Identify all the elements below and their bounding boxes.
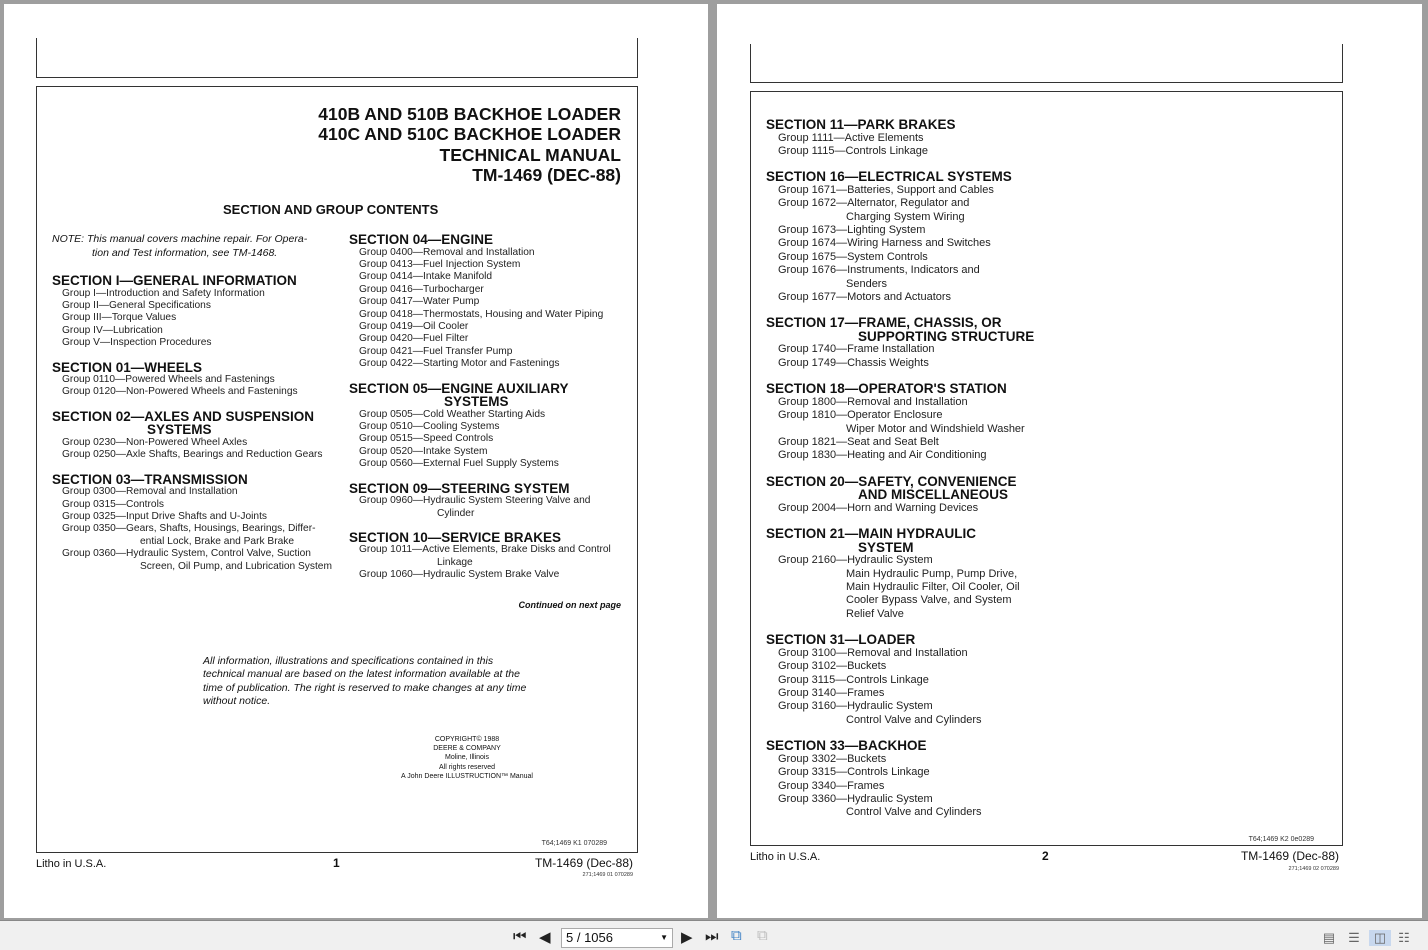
- title-line: 410B AND 510B BACKHOE LOADER: [318, 104, 621, 124]
- group-item: [766, 793, 1066, 820]
- title-line: 410C AND 510C BACKHOE LOADER: [318, 124, 621, 145]
- group-text: Group 0414—Intake Manifold: [359, 271, 493, 283]
- group-item: [766, 780, 1066, 793]
- single-page-view-icon[interactable]: ▤: [1322, 930, 1336, 945]
- group-item: [766, 224, 1066, 237]
- group-item: [349, 271, 624, 283]
- group-item: [766, 674, 1066, 687]
- group-text: Group 3100—Removal and Installation: [778, 646, 968, 659]
- pdf-page-1: [4, 4, 708, 918]
- previous-view-icon[interactable]: ⧉: [731, 927, 742, 944]
- footer-code: 271;1469 02 070289: [1288, 866, 1339, 872]
- section-heading-line: SUPPORTING STRUCTURE: [858, 328, 1035, 344]
- copyright-line: A John Deere ILLUSTRUCTION™ Manual: [401, 772, 533, 780]
- group-item: [766, 343, 1066, 356]
- section-heading-line: SECTION 31—LOADER: [766, 632, 916, 648]
- group-item: [766, 660, 1066, 673]
- group-text: Group 1749—Chassis Weights: [778, 356, 929, 369]
- group-text: Group 2160—Hydraulic System: [778, 554, 933, 567]
- section-heading: [766, 527, 1066, 554]
- copyright-line: DEERE & COMPANY: [433, 745, 501, 753]
- group-item: [52, 374, 337, 386]
- group-text: Group 1800—Removal and Installation: [778, 395, 968, 408]
- group-text: Group 0960—Hydraulic System Steering Valve and: [359, 495, 591, 507]
- group-text: Screen, Oil Pump, and Lubrication System: [140, 560, 332, 572]
- group-text: Group 3102—Buckets: [778, 660, 887, 673]
- section-heading-line: SECTION 01—WHEELS: [52, 359, 203, 375]
- page-number-field[interactable]: [561, 928, 673, 948]
- group-item: [766, 251, 1066, 264]
- group-text: Group II—General Specifications: [62, 299, 211, 311]
- group-item: [349, 247, 624, 259]
- section-heading: [349, 482, 624, 496]
- group-item: [766, 357, 1066, 370]
- previous-page-icon[interactable]: ◀: [539, 929, 551, 946]
- footer-code: 271;1469 01 070289: [582, 872, 633, 878]
- group-item: [52, 548, 337, 573]
- chevron-down-icon[interactable]: ▼: [660, 933, 668, 942]
- group-text: Group 3340—Frames: [778, 779, 885, 792]
- group-item: [766, 502, 1066, 515]
- section-heading-line: SECTION 03—TRANSMISSION: [52, 471, 248, 487]
- group-item: [349, 495, 624, 520]
- section-heading-line: SYSTEMS: [444, 394, 509, 410]
- footer-right: TM-1469 (Dec-88): [534, 856, 633, 870]
- group-item: [766, 449, 1066, 462]
- disclaimer-line: technical manual are based on the latest information available at the: [203, 668, 520, 681]
- group-text: Group 0515—Speed Controls: [359, 433, 494, 445]
- group-item: [766, 409, 1066, 436]
- group-text: Group 3302—Buckets: [778, 752, 887, 765]
- group-text: Group III—Torque Values: [62, 312, 177, 324]
- group-text: Group 0510—Cooling Systems: [359, 420, 500, 432]
- footer-right: TM-1469 (Dec-88): [1240, 849, 1339, 863]
- group-text: Linkage: [437, 556, 473, 568]
- section-heading-line: SECTION I—GENERAL INFORMATION: [52, 273, 297, 288]
- group-text: Group 1677—Motors and Actuators: [778, 291, 952, 304]
- copyright: [397, 735, 537, 781]
- page-field-value: 5 / 1056: [566, 930, 613, 945]
- group-item: [349, 259, 624, 271]
- section-heading-line: SECTION 16—ELECTRICAL SYSTEMS: [766, 169, 1012, 185]
- group-text: Group 0421—Fuel Transfer Pump: [359, 345, 513, 357]
- group-text: Group 0350—Gears, Shafts, Housings, Bearings, Differ-: [62, 523, 316, 535]
- group-item: [766, 291, 1066, 304]
- note-line: NOTE: This manual covers machine repair. For Opera-: [52, 233, 308, 245]
- group-text: Group 1672—Alternator, Regulator and: [778, 197, 970, 210]
- section-heading: [52, 361, 337, 375]
- group-text: ential Lock, Brake and Park Brake: [140, 535, 295, 547]
- group-item: [766, 753, 1066, 766]
- disclaimer-line: without notice.: [203, 694, 271, 707]
- group-text: Group 1830—Heating and Air Conditioning: [778, 449, 987, 462]
- group-text: Group 0325—Input Drive Shafts and U-Joints: [62, 510, 267, 522]
- group-item: [766, 647, 1066, 660]
- group-text: Group 0560—External Fuel Supply Systems: [359, 458, 559, 470]
- group-item: [766, 687, 1066, 700]
- group-item: [52, 288, 337, 300]
- group-text: Group 1671—Batteries, Support and Cables: [778, 183, 994, 196]
- group-text: Group 0416—Turbocharger: [359, 283, 484, 295]
- contents-heading: SECTION AND GROUP CONTENTS: [223, 202, 439, 217]
- group-text: Group I—Introduction and Safety Information: [62, 287, 265, 299]
- group-item: [349, 569, 624, 581]
- group-text: Group 1011—Active Elements, Brake Disks and Control: [359, 544, 611, 556]
- section-heading-line: SECTION 33—BACKHOE: [766, 738, 927, 754]
- group-item: [766, 396, 1066, 409]
- header-frame: [750, 44, 1343, 83]
- group-text: Group 0505—Cold Weather Starting Aids: [359, 408, 546, 420]
- group-item: [52, 523, 337, 548]
- note: [52, 233, 307, 260]
- group-item: [349, 333, 624, 345]
- group-text: Cylinder: [437, 507, 475, 519]
- section-heading-line: SECTION 10—SERVICE BRAKES: [349, 529, 562, 545]
- group-text: Main Hydraulic Pump, Pump Drive,: [846, 567, 1018, 580]
- section-heading: [766, 170, 1066, 184]
- group-item: [766, 264, 1066, 291]
- group-item: [766, 237, 1066, 250]
- group-text: Group 0360—Hydraulic System, Control Valve, Suction: [62, 548, 311, 560]
- group-item: [766, 145, 1066, 158]
- disclaimer-line: All information, illustrations and specifications contained in this: [203, 655, 494, 667]
- section-heading-line: SECTION 09—STEERING SYSTEM: [349, 480, 570, 496]
- group-text: Group 3140—Frames: [778, 686, 885, 699]
- group-text: Group IV—Lubrication: [62, 324, 163, 336]
- two-page-view-icon[interactable]: ◫: [1369, 930, 1391, 946]
- section-heading: [349, 382, 624, 409]
- group-text: Group 3360—Hydraulic System: [778, 792, 933, 805]
- group-text: Group 0400—Removal and Installation: [359, 246, 535, 258]
- group-text: Charging System Wiring: [846, 210, 965, 223]
- group-item: [52, 300, 337, 312]
- group-text: Group 3115—Controls Linkage: [778, 673, 929, 686]
- page-number: 1: [333, 856, 340, 870]
- group-item: [349, 346, 624, 358]
- group-item: [349, 296, 624, 308]
- section-heading: [52, 410, 337, 437]
- footer-left: Litho in U.S.A.: [750, 851, 821, 863]
- group-item: [349, 421, 624, 433]
- section-heading-line: SECTION 04—ENGINE: [349, 232, 494, 247]
- contents-column: [766, 106, 1066, 820]
- section-heading-line: SECTION 11—PARK BRAKES: [766, 117, 956, 132]
- section-heading-line: SECTION 20—SAFETY, CONVENIENCE: [766, 473, 1017, 489]
- group-item: [52, 386, 337, 398]
- group-text: Main Hydraulic Filter, Oil Cooler, Oil: [846, 581, 1020, 594]
- copyright-line: All rights reserved: [438, 763, 496, 771]
- contents-left-column: [52, 274, 337, 573]
- group-item: [349, 284, 624, 296]
- group-text: Group 0250—Axle Shafts, Bearings and Reduction Gears: [62, 449, 323, 461]
- group-item: [349, 544, 624, 569]
- group-text: Group 0422—Starting Motor and Fastenings: [359, 358, 560, 370]
- group-item: [349, 309, 624, 321]
- group-item: [349, 409, 624, 421]
- group-text: Group 0413—Fuel Injection System: [359, 258, 521, 270]
- group-text: Group 0110—Powered Wheels and Fastenings: [62, 374, 275, 386]
- section-heading-line: SYSTEM: [858, 539, 914, 555]
- section-heading: [766, 382, 1066, 396]
- note-line: tion and Test information, see TM-1468.: [92, 246, 278, 259]
- group-text: Group 0230—Non-Powered Wheel Axles: [62, 436, 248, 448]
- group-item: [52, 325, 337, 337]
- group-text: Group 1115—Controls Linkage: [778, 144, 929, 157]
- group-item: [349, 358, 624, 370]
- section-heading: [766, 475, 1066, 502]
- pdf-page-2: [717, 4, 1422, 918]
- header-frame: [36, 38, 638, 78]
- group-text: Group 2004—Horn and Warning Devices: [778, 501, 979, 514]
- page-code: T64;1469 K1 070289: [541, 840, 607, 847]
- group-text: Group 0315—Controls: [62, 498, 164, 510]
- group-item: [349, 433, 624, 445]
- group-text: Group 0418—Thermostats, Housing and Water Piping: [359, 308, 604, 320]
- group-text: Group 0419—Oil Cooler: [359, 320, 469, 332]
- section-heading-line: SECTION 18—OPERATOR'S STATION: [766, 381, 1007, 397]
- group-text: Group 3315—Controls Linkage: [778, 766, 930, 779]
- group-item: [766, 554, 1066, 621]
- two-page-continuous-view-icon[interactable]: ☷: [1398, 930, 1410, 945]
- group-text: Group 0417—Water Pump: [359, 296, 480, 308]
- last-page-icon[interactable]: ⏭: [705, 928, 719, 945]
- group-item: [52, 437, 337, 449]
- group-item: [766, 197, 1066, 224]
- section-heading-line: AND MISCELLANEOUS: [858, 487, 1009, 503]
- next-page-icon[interactable]: ▶: [681, 929, 693, 946]
- group-text: Group 1674—Wiring Harness and Switches: [778, 237, 991, 250]
- group-text: Group 1111—Active Elements: [778, 131, 924, 144]
- group-item: [52, 449, 337, 461]
- first-page-icon[interactable]: ⏮: [513, 928, 527, 945]
- group-item: [766, 766, 1066, 779]
- section-heading-line: SECTION 21—MAIN HYDRAULIC: [766, 526, 977, 542]
- group-text: Group 1673—Lighting System: [778, 224, 926, 237]
- group-item: [349, 458, 624, 470]
- continued-note: Continued on next page: [518, 600, 621, 610]
- group-text: Group 1821—Seat and Seat Belt: [778, 436, 939, 448]
- title-line: TECHNICAL MANUAL: [439, 144, 621, 165]
- section-heading-line: SECTION 17—FRAME, CHASSIS, OR: [766, 315, 1002, 331]
- group-item: [52, 511, 337, 523]
- section-heading: [766, 633, 1066, 647]
- group-item: [349, 446, 624, 458]
- group-text: Group 0300—Removal and Installation: [62, 486, 238, 498]
- section-heading-line: SECTION 05—ENGINE AUXILIARY: [349, 380, 569, 396]
- manual-title: [318, 104, 621, 185]
- group-text: Group 0420—Fuel Filter: [359, 333, 469, 345]
- content-frame: [36, 86, 638, 853]
- group-text: Group 1675—System Controls: [778, 250, 928, 263]
- group-text: Relief Valve: [846, 607, 904, 620]
- title-line: TM-1469 (DEC-88): [472, 164, 621, 185]
- section-heading: [52, 473, 337, 487]
- section-heading: [766, 118, 1066, 132]
- content-frame: [750, 91, 1343, 846]
- disclaimer-line: time of publication. The right is reserved to make changes at any time: [203, 681, 527, 694]
- page-code: T64;1469 K2 0e0289: [1248, 836, 1314, 843]
- group-text: Group 0120—Non-Powered Wheels and Fastenings: [62, 386, 298, 398]
- section-heading: [766, 739, 1066, 753]
- group-text: Senders: [846, 277, 887, 290]
- group-text: Group 1060—Hydraulic System Brake Valve: [359, 569, 560, 581]
- section-heading-line: SYSTEMS: [147, 422, 212, 438]
- section-heading: [349, 233, 624, 247]
- group-item: [766, 436, 1066, 449]
- group-item: [52, 486, 337, 498]
- section-heading: [349, 531, 624, 545]
- copyright-line: Moline, Illinois: [445, 754, 489, 762]
- disclaimer: [203, 655, 526, 708]
- copyright-line: COPYRIGHT© 1988: [434, 736, 500, 743]
- group-text: Group 1676—Instruments, Indicators and: [778, 264, 980, 277]
- group-item: [349, 321, 624, 333]
- group-item: [766, 700, 1066, 727]
- group-item: [52, 312, 337, 324]
- group-text: Group V—Inspection Procedures: [62, 337, 212, 349]
- group-item: [766, 184, 1066, 197]
- section-heading: [52, 274, 337, 288]
- group-text: Group 1810—Operator Enclosure: [778, 409, 943, 422]
- group-text: Cooler Bypass Valve, and System: [846, 594, 1012, 607]
- group-text: Group 1740—Frame Installation: [778, 343, 935, 356]
- group-text: Wiper Motor and Windshield Washer: [846, 422, 1025, 435]
- group-item: [52, 337, 337, 349]
- contents-right-column: [349, 233, 624, 582]
- group-text: Control Valve and Cylinders: [846, 806, 982, 819]
- section-heading: [766, 316, 1066, 343]
- section-heading-line: SECTION 02—AXLES AND SUSPENSION: [52, 408, 315, 424]
- next-view-icon: ⧉: [757, 927, 768, 944]
- group-text: Control Valve and Cylinders: [846, 713, 982, 726]
- continuous-view-icon[interactable]: ☰: [1348, 930, 1360, 945]
- group-item: [52, 499, 337, 511]
- page-number: 2: [1042, 849, 1049, 863]
- group-text: Group 3160—Hydraulic System: [778, 700, 933, 713]
- group-item: [766, 132, 1066, 145]
- footer-left: Litho in U.S.A.: [36, 858, 107, 870]
- group-text: Group 0520—Intake System: [359, 445, 488, 457]
